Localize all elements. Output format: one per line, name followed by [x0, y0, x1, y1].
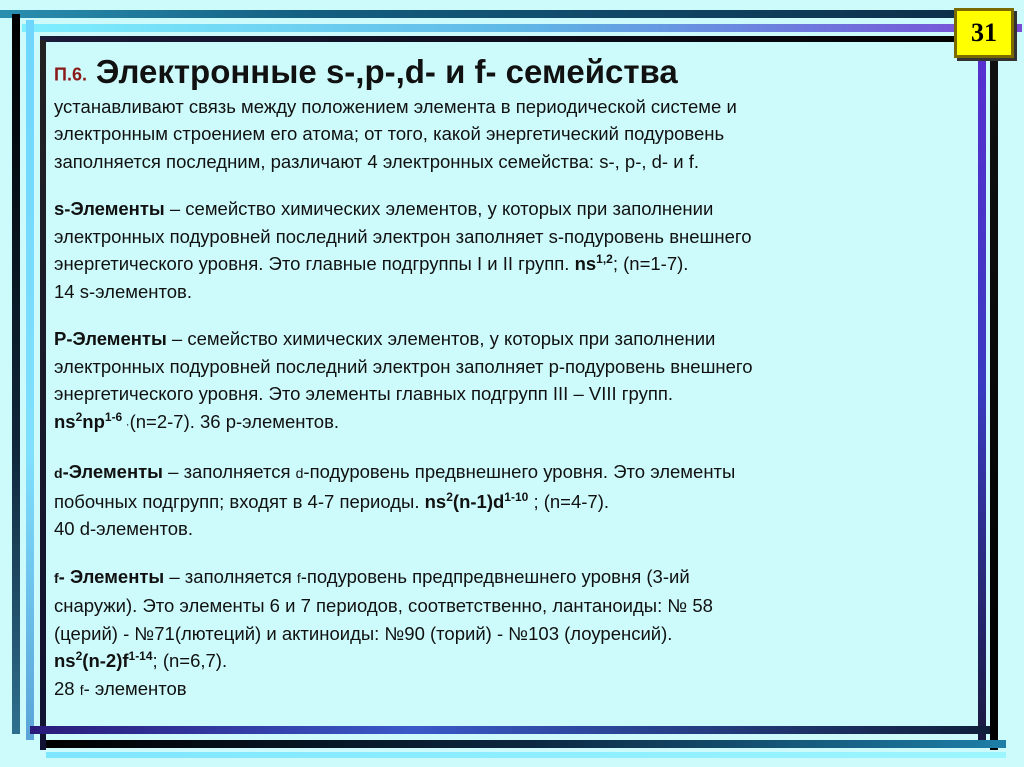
frame-bar-left-inner: [40, 40, 46, 750]
s-count: 14 s-элементов.: [54, 280, 192, 302]
frame-bar-top-light: [22, 24, 1022, 32]
p-line: энергетического уровня. Это элементы главных подгрупп III – VIII групп.: [54, 383, 674, 405]
p-line: электронных подуровней последний электрон заполняет р-подуровень внешнего: [54, 355, 753, 377]
frame-bar-bottom-light: [30, 726, 990, 734]
d-formula: [425, 491, 529, 512]
slide-title: [54, 52, 964, 95]
formula-sup: 2: [75, 648, 83, 663]
d-count: 40 d-элементов.: [54, 518, 194, 540]
p-elements-paragraph: [54, 325, 964, 438]
f-count: 28: [54, 677, 80, 699]
frame-bar-left-dark: [12, 14, 20, 734]
f-elements-paragraph: [54, 563, 964, 705]
formula-sup: 2: [446, 489, 453, 504]
frame-bar-top-inner: [40, 36, 1000, 42]
s-formula-tail: ; (n=1-7).: [612, 253, 689, 275]
p-formula: [54, 411, 122, 432]
intro-line: электронным строением его атома; от того, какой энергетический подуровень: [54, 123, 725, 145]
s-line: электронных подуровней последний электрон заполняет s-подуровень внешнего: [54, 225, 752, 247]
formula-sup: 1-10: [504, 489, 529, 504]
slide-number-badge: 31: [954, 8, 1014, 58]
f-count-letter: f: [79, 681, 84, 698]
intro-paragraph: [54, 93, 964, 176]
formula-base: ns: [54, 650, 76, 672]
formula-base: (n-2)f: [82, 650, 129, 672]
formula-base: np: [82, 410, 105, 432]
frame-bar-bottom-cyan: [46, 752, 1006, 758]
f-count: - элементов: [83, 677, 187, 699]
frame-bar-right-dark: [990, 30, 998, 750]
formula-dot: ·: [122, 416, 130, 431]
f-letter: f: [296, 569, 301, 586]
d-line: – заполняется: [163, 461, 296, 483]
formula-base: ns: [424, 490, 447, 512]
formula-base: ns: [54, 410, 76, 432]
s-line: энергетического уровня. Это главные подгруппы I и II групп.: [54, 253, 575, 275]
formula-base: ns: [574, 253, 597, 275]
frame-bar-right-light: [978, 40, 986, 740]
f-line: снаружи). Это элементы 6 и 7 периодов, соответственно, лантаноиды: № 58: [54, 595, 713, 617]
term-rest: -Элементы: [62, 461, 163, 483]
formula-base: (n-1)d: [452, 490, 505, 512]
d-line: -подуровень предвнешнего уровня. Это элементы: [303, 461, 736, 483]
p-elements-term: P-Элементы: [54, 328, 167, 350]
d-line: побочных подгрупп; входят в 4-7 периоды.: [54, 490, 425, 512]
frame-bar-left-light: [26, 20, 34, 740]
f-line: – заполняется: [164, 565, 297, 587]
s-line: – семейство химических элементов, у которых при заполнении: [164, 198, 714, 220]
s-elements-paragraph: [54, 195, 964, 305]
intro-line: устанавливают связь между положением элемента в периодической системе и: [54, 95, 737, 117]
f-elements-term: [54, 566, 164, 587]
title-text: Электронные s-,p-,d- и f- семейства: [95, 53, 678, 90]
s-formula: [575, 253, 613, 274]
slide-content: [54, 52, 964, 704]
d-formula-tail: ; (n=4-7).: [528, 490, 610, 512]
f-formula-tail: ; (n=6,7).: [152, 650, 228, 672]
p-formula-tail: (n=2-7). 36 р-элементов.: [129, 410, 340, 432]
d-elements-paragraph: [54, 458, 964, 543]
frame-bar-bottom-dark: [46, 740, 1006, 748]
intro-line: заполняется последним, различают 4 электронных семейства: s-, p-, d- и f.: [54, 150, 699, 172]
formula-sup: 1-14: [128, 648, 153, 663]
formula-sup: 1-6: [104, 409, 123, 424]
formula-sup: 2: [75, 409, 83, 424]
p-line: – семейство химических элементов, у которых при заполнении: [166, 328, 716, 350]
section-number: П.6.: [54, 64, 87, 85]
formula-sup: 1,2: [596, 251, 613, 266]
f-formula: [54, 650, 153, 671]
term-rest: - Элементы: [58, 565, 165, 587]
term-letter: d: [54, 465, 63, 482]
term-letter: f: [54, 569, 59, 586]
frame-bar-top-dark: [0, 10, 1014, 18]
s-elements-term: s-Элементы: [54, 198, 165, 220]
f-line: (церий) - №71(лютеций) и актиноиды: №90 (торий) - №103 (лоуренсий).: [54, 622, 673, 644]
f-line: -подуровень предпредвнешнего уровня (3-ий: [300, 565, 690, 587]
d-letter: d: [295, 465, 304, 482]
d-elements-term: [54, 461, 163, 482]
